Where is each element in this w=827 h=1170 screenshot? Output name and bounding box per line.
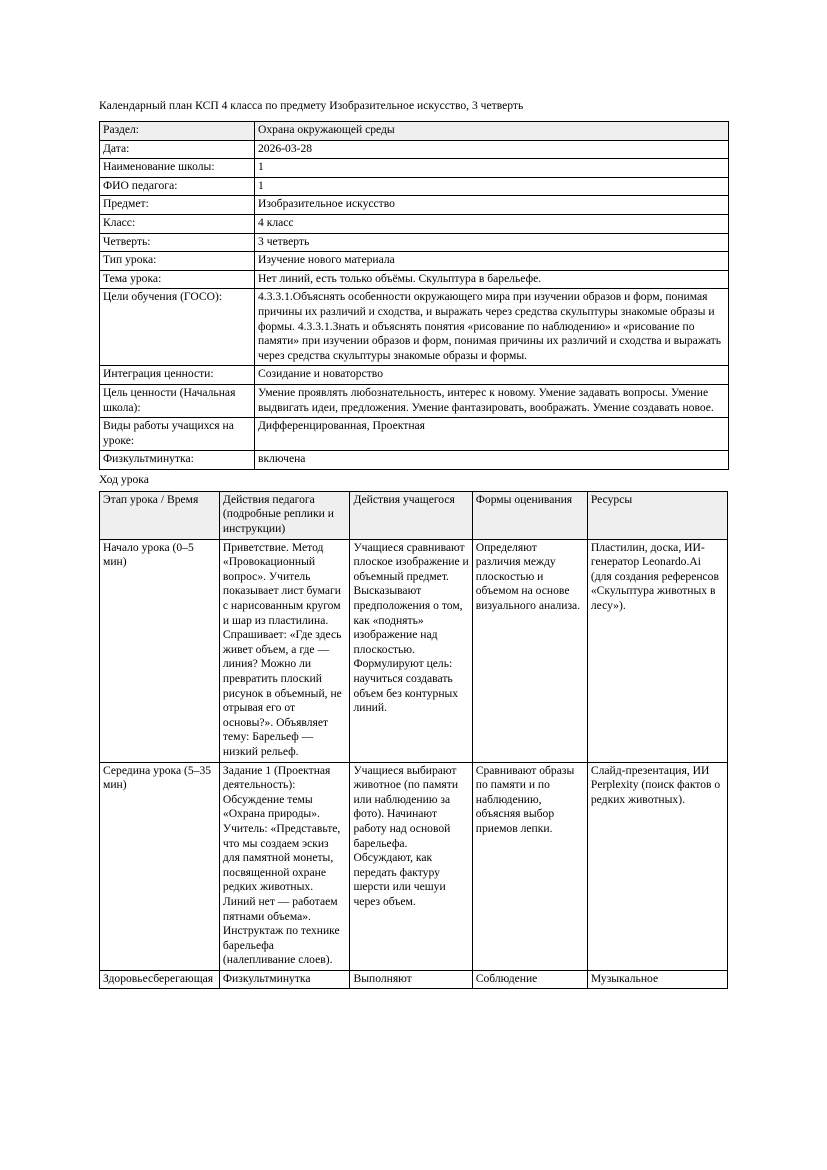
flow-student-cell: Выполняют xyxy=(350,970,472,989)
info-row-value: 1 xyxy=(255,159,729,178)
table-row xyxy=(100,384,729,417)
info-row-value: 3 четверть xyxy=(255,233,729,252)
lesson-flow-caption: Ход урока xyxy=(99,472,149,486)
info-row-label: Физкультминутка: xyxy=(100,451,255,470)
lesson-flow-table xyxy=(99,491,728,990)
info-row-label: ФИО педагога: xyxy=(100,177,255,196)
info-row-value: включена xyxy=(255,451,729,470)
flow-resources-cell: Пластилин, доска, ИИ-генератор Leonardo.Ai (для создания референсов «Скульптура животных в лесу»). xyxy=(587,539,727,762)
info-row-value: Охрана окружающей среды xyxy=(255,122,729,141)
table-row xyxy=(100,177,729,196)
info-row-label: Виды работы учащихся на уроке: xyxy=(100,418,255,451)
info-row-value: 4.3.3.1.Объяснять особенности окружающего мира при изучении образов и форм, понимая причины их различий и сходства, и выражать через средства скульптуры знакомые образы и формы. 4.3.3.1.Знать и объяснять понятия «рисование по наблюдению» и «рисование по памяти» при изучении образов и форм, понимая причины их различий и сходства и выражать через средства скульптуры знакомые образы и формы. xyxy=(255,289,729,366)
info-row-label: Тип урока: xyxy=(100,252,255,271)
flow-teacher-cell: Приветствие. Метод «Провокационный вопрос». Учитель показывает лист бумаги с нарисованным кругом и шар из пластилина. Спрашивает: «Где здесь живет объем, а где — линия? Можно ли превратить плоский рисунок в объемный, не отрывая его от основы?». Объявляет тему: Барельеф — низкий рельеф. xyxy=(219,539,350,762)
info-row-value: Дифференцированная, Проектная xyxy=(255,418,729,451)
table-row xyxy=(100,270,729,289)
table-row xyxy=(100,214,729,233)
flow-assessment-cell: Определяют различия между плоскостью и объемом на основе визуального анализа. xyxy=(472,539,587,762)
flow-stage-cell: Середина урока (5–35 мин) xyxy=(100,762,220,970)
table-row xyxy=(100,366,729,385)
info-row-label: Предмет: xyxy=(100,196,255,215)
lesson-info-body xyxy=(100,122,729,470)
info-row-value: Нет линий, есть только объёмы. Скульптура в барельефе. xyxy=(255,270,729,289)
table-row xyxy=(100,140,729,159)
column-header: Ресурсы xyxy=(587,491,727,539)
flow-resources-cell: Слайд-презентация, ИИ Perplexity (поиск фактов о редких животных). xyxy=(587,762,727,970)
flow-student-cell: Учащиеся сравнивают плоское изображение и объемный предмет. Высказывают предположения о том, как «поднять» изображение над плоскостью. Формулируют цель: научиться создавать объем без контурных линий. xyxy=(350,539,472,762)
flow-teacher-cell: Физкультминутка xyxy=(219,970,350,989)
info-row-label: Цель ценности (Начальная школа): xyxy=(100,384,255,417)
document-content xyxy=(99,99,728,989)
info-row-value: 1 xyxy=(255,177,729,196)
column-header: Действия педагога (подробные реплики и инструкции) xyxy=(219,491,350,539)
table-row xyxy=(100,252,729,271)
flow-student-cell: Учащиеся выбирают животное (по памяти или наблюдению за фото). Начинают работу над основой барельефа. Обсуждают, как передать фактуру шерсти или чешуи через объем. xyxy=(350,762,472,970)
flow-teacher-cell: Задание 1 (Проектная деятельность): Обсуждение темы «Охрана природы». Учитель: «Представьте, что мы создаем эскиз для памятной монеты, посвященной охране редких животных. Линий нет — работаем пятнами объема». Инструктаж по технике барельефа (налепливание слоев). xyxy=(219,762,350,970)
table-row xyxy=(100,196,729,215)
info-row-label: Наименование школы: xyxy=(100,159,255,178)
info-row-value: Созидание и новаторство xyxy=(255,366,729,385)
table-row xyxy=(100,539,728,762)
column-header: Этап урока / Время xyxy=(100,491,220,539)
info-row-value: Изобразительное искусство xyxy=(255,196,729,215)
table-row xyxy=(100,289,729,366)
info-row-label: Цели обучения (ГОСО): xyxy=(100,289,255,366)
lesson-info-table xyxy=(99,121,729,470)
info-row-label: Раздел: xyxy=(100,122,255,141)
table-row xyxy=(100,122,729,141)
page-title: Календарный план КСП 4 класса по предмету Изобразительное искусство, 3 четверть xyxy=(99,99,524,112)
flow-stage-cell: Начало урока (0–5 мин) xyxy=(100,539,220,762)
lesson-flow-head xyxy=(100,491,728,539)
column-header: Действия учащегося xyxy=(350,491,472,539)
info-row-label: Интеграция ценности: xyxy=(100,366,255,385)
column-header: Формы оценивания xyxy=(472,491,587,539)
info-row-value: 2026-03-28 xyxy=(255,140,729,159)
info-row-label: Четверть: xyxy=(100,233,255,252)
info-row-label: Дата: xyxy=(100,140,255,159)
flow-stage-cell: Здоровьесберегающая xyxy=(100,970,220,989)
table-row xyxy=(100,418,729,451)
flow-assessment-cell: Соблюдение xyxy=(472,970,587,989)
info-row-value: 4 класс xyxy=(255,214,729,233)
table-row xyxy=(100,233,729,252)
table-row xyxy=(100,159,729,178)
lesson-flow-body xyxy=(100,539,728,989)
table-row xyxy=(100,451,729,470)
page-bottom-margin xyxy=(0,1066,827,1170)
table-row xyxy=(100,762,728,970)
table-row xyxy=(100,970,728,989)
flow-assessment-cell: Сравнивают образы по памяти и по наблюдению, объясняя выбор приемов лепки. xyxy=(472,762,587,970)
info-row-label: Тема урока: xyxy=(100,270,255,289)
info-row-value: Умение проявлять любознательность, интерес к новому. Умение задавать вопросы. Умение выдвигать идеи, предложения. Умение фантазировать, воображать. Умение создавать новое. xyxy=(255,384,729,417)
info-row-label: Класс: xyxy=(100,214,255,233)
info-row-value: Изучение нового материала xyxy=(255,252,729,271)
table-header-row xyxy=(100,491,728,539)
flow-resources-cell: Музыкальное xyxy=(587,970,727,989)
